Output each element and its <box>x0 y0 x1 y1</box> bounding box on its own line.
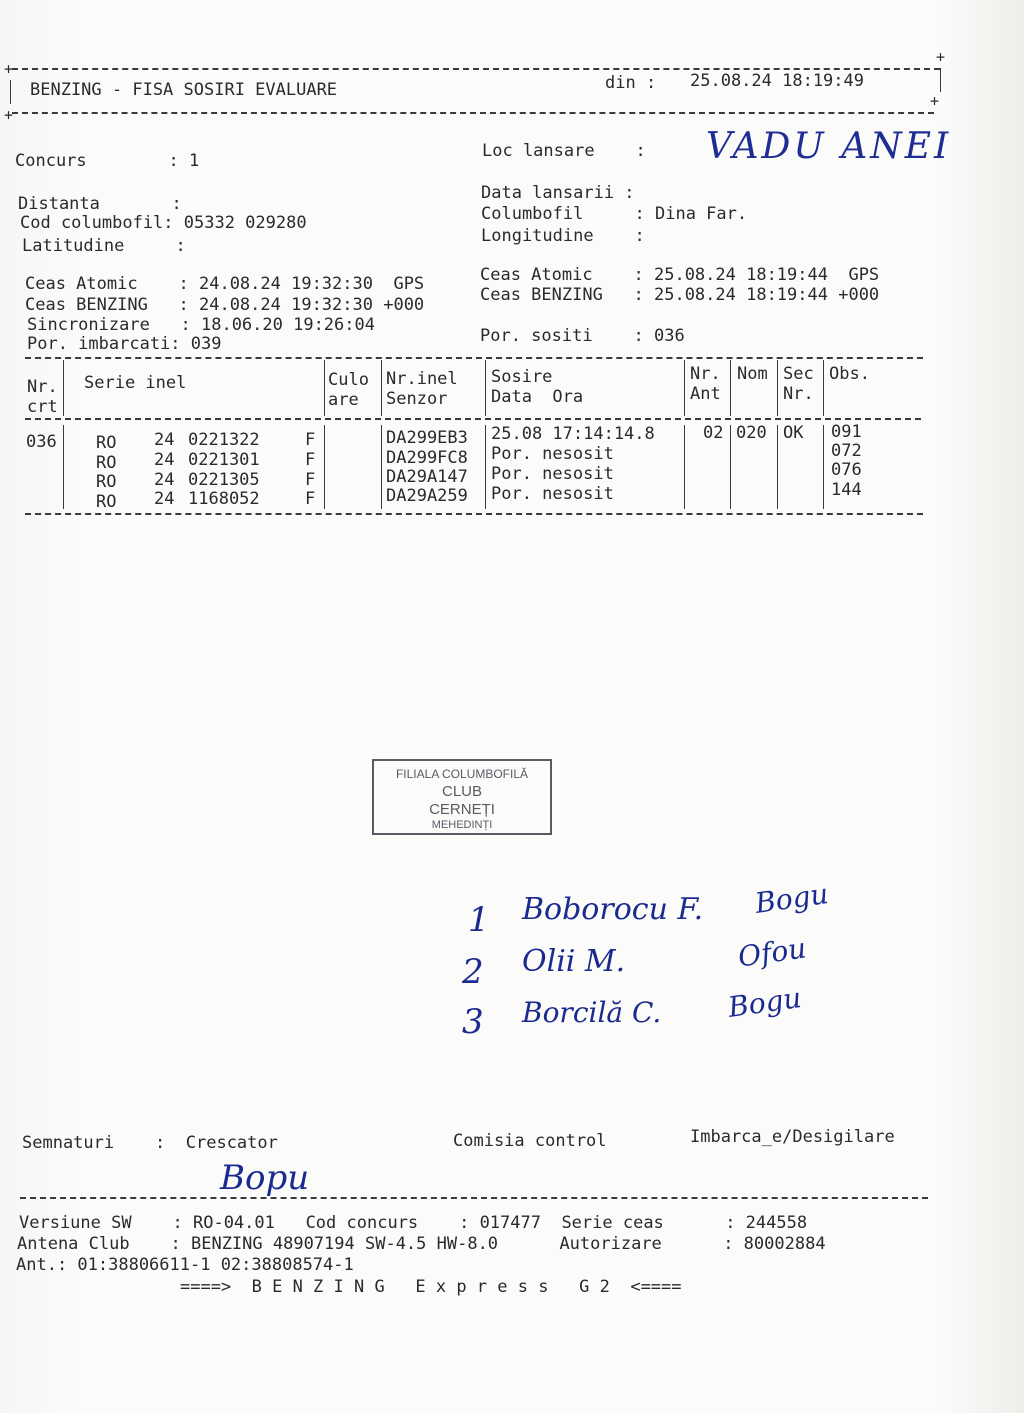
col-divider <box>684 425 685 509</box>
th-culo: Culo <box>328 370 369 390</box>
hw-signature: Ofou <box>736 931 809 974</box>
cell-obs: 072 <box>831 441 862 461</box>
cell-ring: 0221305 <box>188 470 260 490</box>
header-bottom-border <box>12 112 934 114</box>
ceas-atomic-right: Ceas Atomic : 25.08.24 18:19:44 GPS <box>480 265 880 285</box>
th-are: are <box>328 390 359 410</box>
table-header-border <box>25 418 921 420</box>
por-imbarcati-line: Por. imbarcati: 039 <box>27 334 222 354</box>
comisia-label: Comisia control <box>453 1131 607 1151</box>
th-data-ora: Data Ora <box>491 387 584 407</box>
th-senzor: Senzor <box>386 389 448 409</box>
corner-mark: + <box>4 60 14 78</box>
stamp-line-1: FILIALA COLUMBOFILĂ <box>395 767 529 781</box>
cell-year: 24 <box>154 470 175 490</box>
footer-versiune: Versiune SW : RO-04.01 Cod concurs : 017477 Serie ceas : 244558 <box>19 1213 808 1233</box>
cell-obs: 091 <box>831 422 862 442</box>
th-crt: crt <box>27 397 58 417</box>
cell-nom: 020 <box>736 423 767 443</box>
cell-country: RO <box>96 472 117 492</box>
th-ant: Ant <box>690 384 721 404</box>
columbofil-line: Columbofil : Dina Far. <box>481 204 748 224</box>
th-serie-inel: Serie inel <box>84 373 187 393</box>
col-divider <box>777 360 778 416</box>
date-label: din : <box>605 73 657 93</box>
cell-sex: F <box>305 470 316 490</box>
loc-lansare-handwritten: VADU ANEI <box>706 126 952 167</box>
cell-sec: OK <box>783 423 804 443</box>
cod-columbofil-line: Cod columbofil: 05332 029280 <box>20 213 307 233</box>
th-nr-ant: Nr. <box>690 364 721 384</box>
cell-sosire: Por. nesosit <box>491 444 614 464</box>
cell-year: 24 <box>154 450 175 470</box>
hw-number: 3 <box>462 1002 484 1042</box>
distanta-line: Distanta : <box>18 194 182 214</box>
cell-obs: 144 <box>831 480 862 500</box>
hw-signature: Bogu <box>753 877 831 920</box>
cell-ring: 0221301 <box>188 450 260 470</box>
col-divider <box>485 360 486 416</box>
th-obs: Obs. <box>829 364 870 384</box>
data-lansarii-line: Data lansarii : <box>481 183 635 203</box>
cell-senzor: DA29A147 <box>386 467 468 487</box>
crescator-signature: Bopu <box>220 1158 310 1198</box>
cell-country: RO <box>96 453 117 473</box>
hw-number: 1 <box>468 900 490 940</box>
header-top-border <box>12 68 940 70</box>
col-divider <box>381 425 382 509</box>
col-divider <box>730 425 731 509</box>
ceas-benzing-left: Ceas BENZING : 24.08.24 19:32:30 +000 <box>25 295 425 315</box>
corner-mark: + <box>4 106 14 124</box>
cell-senzor: DA299FC8 <box>386 448 468 468</box>
col-divider <box>730 360 731 416</box>
hw-name: Boborocu F. <box>522 892 704 927</box>
stamp-line-2: CLUB <box>441 783 482 800</box>
col-divider <box>823 425 824 509</box>
col-divider <box>324 360 325 416</box>
hw-name: Olii M. <box>522 944 626 979</box>
concurs-line: Concurs : 1 <box>15 151 200 171</box>
col-divider <box>823 360 824 416</box>
hw-name: Borcilă C. <box>522 996 662 1029</box>
cell-sex: F <box>305 430 316 450</box>
loc-lansare-line: Loc lansare : <box>482 141 646 161</box>
col-divider <box>777 425 778 509</box>
cell-ring: 1168052 <box>188 489 260 509</box>
th-nr: Nr. <box>27 377 58 397</box>
row-nr-crt: 036 <box>26 432 57 452</box>
document-datetime: 25.08.24 18:19:49 <box>690 71 864 91</box>
footer-ant: Ant.: 01:38806611-1 02:38808574-1 <box>16 1255 354 1275</box>
cell-obs: 076 <box>831 460 862 480</box>
footer-divider <box>20 1197 928 1199</box>
th-sec: Sec <box>783 364 814 384</box>
corner-mark: + <box>936 48 946 66</box>
footer-antena: Antena Club : BENZING 48907194 SW-4.5 HW-8.0 Autorizare : 80002884 <box>17 1234 826 1254</box>
cell-sex: F <box>305 450 316 470</box>
cell-senzor: DA29A259 <box>386 486 468 506</box>
col-divider <box>63 425 64 509</box>
footer-express: ====> B E N Z I N G E x p r e s s G 2 <==== <box>180 1277 682 1297</box>
cell-senzor: DA299EB3 <box>386 428 468 448</box>
th-nom: Nom <box>737 364 768 384</box>
col-divider <box>381 360 382 416</box>
th-sec-nr: Nr. <box>783 384 814 404</box>
th-sosire: Sosire <box>491 367 553 387</box>
latitudine-line: Latitudine : <box>22 236 186 256</box>
table-bottom-border <box>25 513 923 515</box>
col-divider <box>485 425 486 509</box>
cell-sosire: Por. nesosit <box>491 464 614 484</box>
cell-year: 24 <box>154 489 175 509</box>
cell-sosire: Por. nesosit <box>491 484 614 504</box>
header-right-border <box>940 68 941 92</box>
cell-ring: 0221322 <box>188 430 260 450</box>
semnaturi-label: Semnaturi : Crescator <box>22 1133 278 1153</box>
cell-country: RO <box>96 433 117 453</box>
cell-country: RO <box>96 492 117 512</box>
table-top-border <box>25 357 923 359</box>
document-title: BENZING - FISA SOSIRI EVALUARE <box>30 80 338 100</box>
stamp-line-4: MEHEDINȚI <box>431 819 493 831</box>
hw-number: 2 <box>462 952 484 992</box>
cell-nr-ant: 02 <box>703 423 724 443</box>
imbarcare-label: Imbarca_e/Desigilare <box>690 1127 895 1147</box>
ceas-benzing-right: Ceas BENZING : 25.08.24 18:19:44 +000 <box>480 285 880 305</box>
club-stamp <box>372 759 552 835</box>
cell-sex: F <box>305 489 316 509</box>
th-nr-inel: Nr.inel <box>386 369 458 389</box>
col-divider <box>684 360 685 416</box>
col-divider <box>324 425 325 509</box>
cell-sosire: 25.08 17:14:14.8 <box>491 424 655 444</box>
ceas-atomic-left: Ceas Atomic : 24.08.24 19:32:30 GPS <box>25 274 425 294</box>
col-divider <box>63 360 64 416</box>
sincronizare-line: Sincronizare : 18.06.20 19:26:04 <box>27 315 375 335</box>
por-sositi-line: Por. sositi : 036 <box>480 326 685 346</box>
hw-signature: Bogu <box>726 981 804 1024</box>
longitudine-line: Longitudine : <box>481 226 645 246</box>
header-left-border <box>10 80 11 104</box>
stamp-line-3: CERNEȚI <box>429 801 495 818</box>
corner-mark: + <box>930 92 940 110</box>
cell-year: 24 <box>154 430 175 450</box>
